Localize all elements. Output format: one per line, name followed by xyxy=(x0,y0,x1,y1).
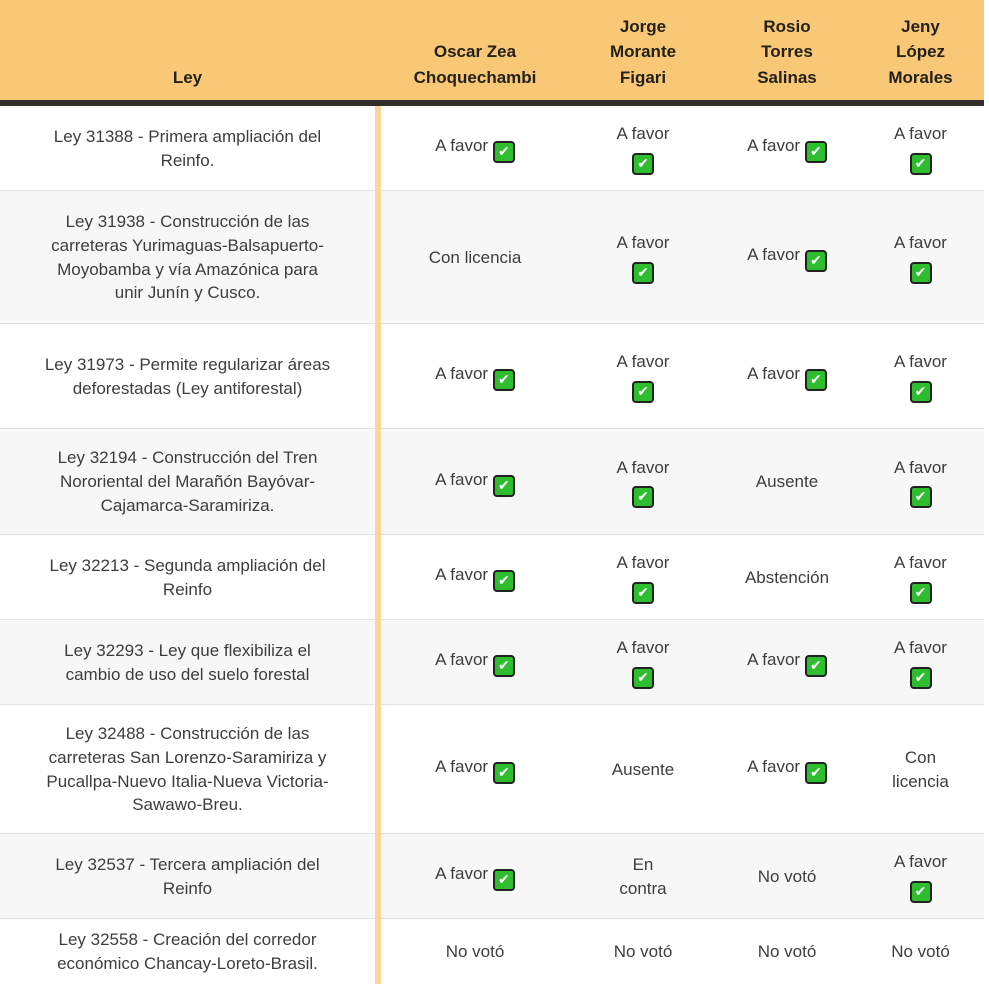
vote-value xyxy=(609,636,677,689)
vote-label: A favor xyxy=(894,852,947,872)
vote-value xyxy=(887,350,955,403)
law-cell xyxy=(0,210,375,305)
law-cell xyxy=(0,639,375,687)
vote-cell xyxy=(717,566,857,590)
check-icon: ✔ xyxy=(910,262,932,284)
vote-label: A favor xyxy=(616,553,670,573)
check-icon: ✔ xyxy=(805,141,827,163)
check-icon: ✔ xyxy=(493,869,515,891)
check-icon: ✔ xyxy=(632,582,654,604)
vote-label: A favor xyxy=(435,469,489,489)
vote-label: A favor xyxy=(616,233,670,253)
vote-value xyxy=(887,456,955,509)
vote-value xyxy=(609,456,677,509)
vote-cell xyxy=(717,362,857,391)
law-title: Ley 31973 - Permite regularizar áreas deforestadas (Ley antiforestal) xyxy=(44,354,331,398)
column-header-ley xyxy=(0,65,375,101)
check-icon: ✔ xyxy=(910,381,932,403)
vote-label: A favor xyxy=(747,650,801,669)
check-icon: ✔ xyxy=(632,262,654,284)
vote-value xyxy=(758,865,817,889)
column-header-congresista xyxy=(717,14,857,101)
law-title: Ley 32488 - Construcción de las carreteras San Lorenzo-Saramiriza y Pucallpa-Nuevo Italia-Nueva Victoria-Sawawo-Breu. xyxy=(46,723,329,815)
vote-label: No votó xyxy=(613,941,673,961)
check-icon: ✔ xyxy=(493,369,515,391)
table-body xyxy=(0,106,984,984)
vote-value xyxy=(747,648,827,677)
vote-label: A favor xyxy=(616,457,670,477)
vote-cell xyxy=(381,563,569,592)
check-icon: ✔ xyxy=(632,486,654,508)
vote-value xyxy=(435,362,515,391)
vote-cell xyxy=(381,134,569,163)
check-icon: ✔ xyxy=(805,369,827,391)
congresista-name: Rosio Torres Salinas xyxy=(757,16,817,87)
vote-cell xyxy=(569,551,717,604)
vote-value xyxy=(887,122,955,175)
vote-label: A favor xyxy=(894,352,947,372)
vote-value xyxy=(887,636,955,689)
vote-value xyxy=(758,940,817,964)
law-title: Ley 32293 - Ley que flexibiliza el cambio de uso del suelo forestal xyxy=(64,640,311,684)
law-cell xyxy=(0,722,375,817)
vote-cell xyxy=(717,755,857,784)
check-icon: ✔ xyxy=(493,762,515,784)
law-row xyxy=(0,620,984,705)
vote-cell xyxy=(857,636,984,689)
vote-value xyxy=(609,350,677,403)
vote-cell xyxy=(381,940,569,964)
vote-label: A favor xyxy=(894,457,947,477)
law-cell xyxy=(0,446,375,517)
vote-label: No votó xyxy=(757,941,817,961)
vote-label: A favor xyxy=(435,650,489,669)
vote-label: No votó xyxy=(891,941,950,961)
vote-label: A favor xyxy=(894,553,947,573)
vote-value xyxy=(747,755,827,784)
check-icon: ✔ xyxy=(632,381,654,403)
vote-value xyxy=(435,468,515,497)
law-cell xyxy=(0,928,375,976)
vote-cell xyxy=(381,648,569,677)
vote-value xyxy=(609,853,677,901)
vote-value xyxy=(747,243,827,272)
law-row xyxy=(0,429,984,535)
vote-cell xyxy=(569,456,717,509)
check-icon: ✔ xyxy=(493,141,515,163)
vote-label: A favor xyxy=(616,638,670,658)
vote-label: A favor xyxy=(435,565,489,584)
check-icon: ✔ xyxy=(910,153,932,175)
congresista-name: Jorge Morante Figari xyxy=(609,16,677,87)
vote-label: Abstención xyxy=(744,567,830,587)
vote-label: No votó xyxy=(445,941,505,961)
vote-value xyxy=(435,862,515,891)
law-cell xyxy=(0,125,375,173)
vote-value xyxy=(612,758,674,782)
vote-label: A favor xyxy=(435,136,489,155)
vote-label: Ausente xyxy=(611,759,675,779)
vote-label: A favor xyxy=(894,638,947,658)
check-icon: ✔ xyxy=(910,667,932,689)
vote-value xyxy=(435,755,515,784)
vote-cell xyxy=(381,468,569,497)
congresista-name: Jeny López Morales xyxy=(888,16,953,87)
vote-cell xyxy=(569,940,717,964)
vote-cell xyxy=(569,122,717,175)
law-cell xyxy=(0,554,375,602)
check-icon: ✔ xyxy=(493,475,515,497)
vote-value xyxy=(609,551,677,604)
header-row xyxy=(0,0,984,100)
vote-label: Con licencia xyxy=(892,747,949,791)
vote-cell xyxy=(717,134,857,163)
vote-label: A favor xyxy=(747,757,801,776)
vote-cell xyxy=(717,470,857,494)
check-icon: ✔ xyxy=(632,153,654,175)
vote-label: Ausente xyxy=(755,472,819,492)
vote-cell xyxy=(717,243,857,272)
law-row xyxy=(0,324,984,429)
check-icon: ✔ xyxy=(910,486,932,508)
vote-cell xyxy=(381,862,569,891)
vote-cell xyxy=(717,940,857,964)
vote-cell xyxy=(569,231,717,284)
column-header-congresista xyxy=(381,39,569,100)
check-icon: ✔ xyxy=(910,582,932,604)
vote-label: A favor xyxy=(894,124,947,144)
vote-value xyxy=(887,231,955,284)
vote-label: No votó xyxy=(757,866,817,886)
check-icon: ✔ xyxy=(493,655,515,677)
column-header-congresista xyxy=(569,14,717,101)
law-row xyxy=(0,106,984,191)
law-row xyxy=(0,705,984,834)
vote-value xyxy=(446,940,505,964)
vote-label: A favor xyxy=(616,124,670,144)
vote-cell xyxy=(857,850,984,903)
check-icon: ✔ xyxy=(805,250,827,272)
column-header-congresista xyxy=(857,14,984,101)
law-title: Ley 31938 - Construcción de las carreteras Yurimaguas-Balsapuerto-Moyobamba y vía Amazónica para unir Junín y Cusco. xyxy=(51,211,324,303)
vote-cell xyxy=(857,940,984,964)
vote-label: A favor xyxy=(747,245,801,264)
vote-cell xyxy=(569,853,717,901)
vote-cell xyxy=(569,350,717,403)
vote-value xyxy=(609,231,677,284)
vote-cell xyxy=(717,648,857,677)
vote-value xyxy=(429,246,522,270)
law-title: Ley 32213 - Segunda ampliación del Reinfo xyxy=(49,555,326,599)
vote-label: En contra xyxy=(619,854,667,898)
vote-cell xyxy=(381,246,569,270)
vote-value xyxy=(435,563,515,592)
vote-value xyxy=(756,470,818,494)
vote-value xyxy=(609,122,677,175)
law-cell xyxy=(0,853,375,901)
column-divider xyxy=(375,106,381,984)
vote-cell xyxy=(717,865,857,889)
vote-value xyxy=(435,648,515,677)
vote-label: A favor xyxy=(435,757,489,776)
check-icon: ✔ xyxy=(632,667,654,689)
law-row xyxy=(0,919,984,984)
vote-label: A favor xyxy=(616,352,670,372)
vote-label: A favor xyxy=(894,233,947,253)
vote-label: A favor xyxy=(435,364,489,383)
law-cell xyxy=(0,353,375,401)
check-icon: ✔ xyxy=(805,762,827,784)
law-title: Ley 32194 - Construcción del Tren Nororiental del Marañón Bayóvar-Cajamarca-Saramiriza. xyxy=(57,448,318,515)
vote-label: Con licencia xyxy=(428,247,522,267)
vote-value xyxy=(747,134,827,163)
vote-cell xyxy=(857,350,984,403)
law-row xyxy=(0,191,984,324)
vote-value xyxy=(887,850,955,903)
vote-value xyxy=(745,566,829,590)
vote-value xyxy=(747,362,827,391)
vote-cell xyxy=(381,755,569,784)
vote-cell xyxy=(857,551,984,604)
ley-header-label: Ley xyxy=(172,67,203,87)
vote-cell xyxy=(381,362,569,391)
vote-value xyxy=(435,134,515,163)
vote-cell xyxy=(857,122,984,175)
vote-value xyxy=(887,551,955,604)
congresista-name: Oscar Zea Choquechambi xyxy=(413,42,537,87)
law-title: Ley 31388 - Primera ampliación del Reinfo. xyxy=(53,126,322,170)
vote-cell xyxy=(569,636,717,689)
vote-cell xyxy=(857,456,984,509)
law-title: Ley 32537 - Tercera ampliación del Reinfo xyxy=(55,854,320,898)
vote-label: A favor xyxy=(747,136,801,155)
vote-label: A favor xyxy=(435,864,489,883)
law-title: Ley 32558 - Creación del corredor económico Chancay-Loreto-Brasil. xyxy=(57,929,318,973)
check-icon: ✔ xyxy=(805,655,827,677)
vote-cell xyxy=(857,746,984,794)
vote-label: A favor xyxy=(747,364,801,383)
check-icon: ✔ xyxy=(910,881,932,903)
vote-cell xyxy=(857,231,984,284)
vote-value xyxy=(887,746,955,794)
check-icon: ✔ xyxy=(493,570,515,592)
law-row xyxy=(0,535,984,620)
law-row xyxy=(0,834,984,919)
vote-value xyxy=(614,940,673,964)
vote-value xyxy=(891,940,950,964)
vote-cell xyxy=(569,758,717,782)
